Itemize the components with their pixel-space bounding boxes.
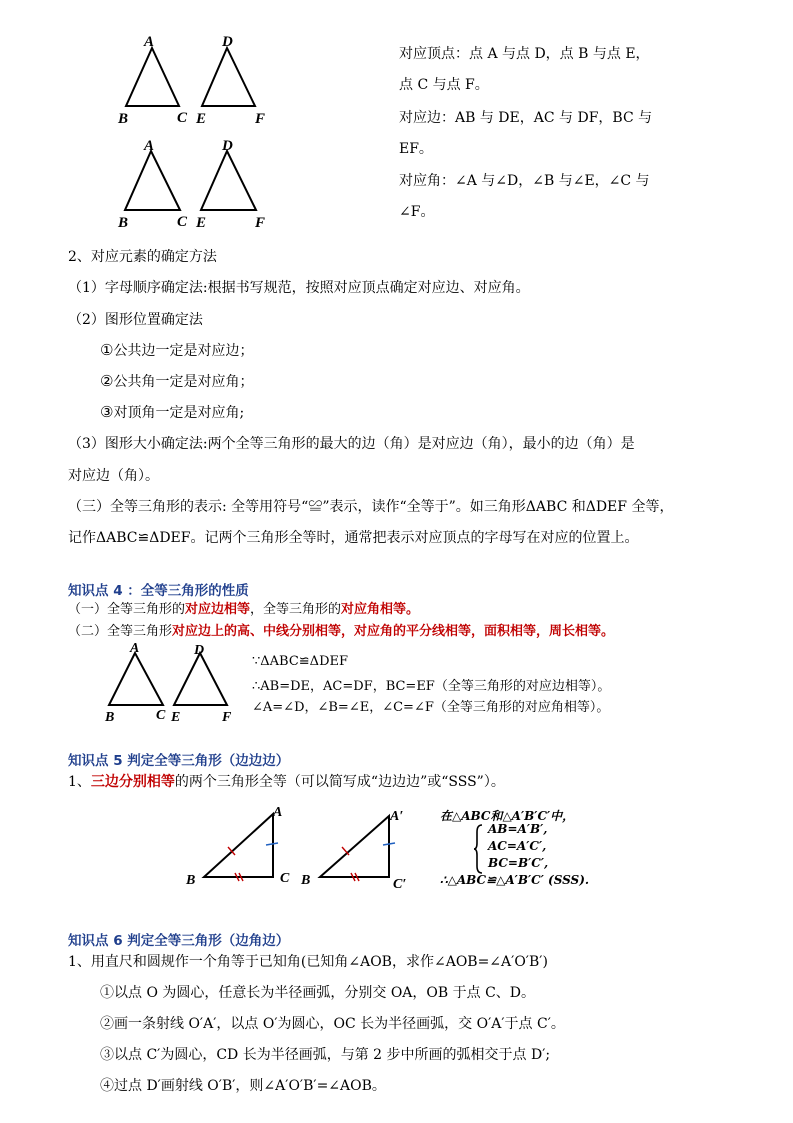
kp5-sss-statement: 1、三边分别相等的两个三角形全等（可以简写成“边边边”或“SSS”）。 [68, 774, 505, 790]
number-badge: ② [100, 372, 114, 390]
corresponding-angles-line2: ∠F。 [399, 204, 435, 220]
number-badge: ① [100, 341, 114, 359]
sss-proof-bc: BC=B′C′, [488, 856, 549, 870]
kp4-property-1: （一）全等三角形的对应边相等，全等三角形的对应角相等。 [68, 602, 420, 617]
representation-line2: 记作ΔABC≌ΔDEF。记两个三角形全等时，通常把表示对应顶点的字母写在对应的位置上。 [68, 530, 639, 546]
label-c: C [177, 110, 188, 126]
method-size-line2: 对应边（角）。 [68, 468, 159, 484]
label-c: C [177, 214, 188, 230]
kp4-proof-sides: ∴AB=DE，AC=DF，BC=EF（全等三角形的对应边相等）。 [252, 679, 611, 694]
method-position: （2）图形位置确定法 [68, 312, 203, 328]
corresponding-sides-line1: 对应边：AB 与 DE，AC 与 DF，BC 与 [399, 110, 653, 126]
label-b: B [105, 710, 115, 725]
label-a: A [130, 641, 140, 656]
position-rule-3: ③对顶角一定是对应角; [100, 403, 245, 421]
section-title: 2、对应元素的确定方法 [68, 249, 217, 265]
brace-icon [474, 824, 484, 874]
label-f: F [255, 111, 266, 127]
kp4-property-2: （二）全等三角形对应边上的高、中线分别相等，对应角的平分线相等，面积相等，周长相等。 [68, 624, 615, 639]
label-b: B [118, 215, 129, 231]
label-a-prime: A′ [390, 809, 404, 824]
kp6-construction-intro: 1、用直尺和圆规作一个角等于已知角(已知角∠AOB，求作∠AOB=∠A′O′B′) [68, 954, 548, 970]
method-letter-order: （1）字母顺序确定法:根据书写规范，按照对应顶点确定对应边、对应角。 [68, 280, 530, 296]
kp4-proof-given: ∵ΔABC≌ΔDEF [252, 654, 349, 669]
label-a: A [144, 34, 155, 50]
sss-proof-title: 在△ABC和△A′B′C′中， [440, 809, 575, 823]
corresponding-vertices-line1: 对应顶点：点 A 与点 D，点 B 与点 E， [399, 46, 650, 62]
corresponding-vertices-line2: 点 C 与点 F。 [399, 77, 489, 93]
kp6-step-4: ④过点 D′画射线 O′B′，则∠A′O′B′=∠AOB。 [100, 1078, 386, 1094]
kp5-heading: 知识点 5 判定全等三角形（边边边） [68, 753, 290, 769]
label-f: F [222, 710, 232, 725]
sss-proof-ac: AC=A′C′, [488, 839, 547, 853]
label-e: E [171, 710, 181, 725]
triangle-pairs-figure [110, 30, 280, 235]
label-d: D [194, 643, 205, 658]
label-a: A [273, 805, 283, 820]
label-b-prime: B [301, 873, 311, 888]
number-badge: ③ [100, 403, 114, 421]
sss-proof-conclusion: ∴△ABC≌△A′B′C′ (SSS). [440, 873, 590, 887]
corresponding-angles-line1: 对应角：∠A 与∠D，∠B 与∠E，∠C 与 [399, 173, 650, 189]
corresponding-sides-line2: EF。 [399, 141, 433, 157]
kp4-heading: 知识点 4 ：全等三角形的性质 [68, 583, 249, 599]
representation-line1: （三）全等三角形的表示: 全等用符号“≌”表示，读作“全等于”。如三角形ΔABC 和ΔDEF 全等， [68, 499, 674, 515]
label-a: A [144, 138, 155, 154]
label-e: E [196, 111, 207, 127]
kp6-step-2: ②画一条射线 O′A′，以点 O′为圆心，OC 长为半径画弧，交 O′A′于点 C′。 [100, 1016, 565, 1032]
method-size-line1: （3）图形大小确定法:两个全等三角形的最大的边（角）是对应边（角），最小的边（角）是 [68, 436, 635, 452]
label-f: F [255, 215, 266, 231]
label-c: C [280, 871, 290, 886]
sss-triangles-figure [180, 800, 420, 895]
kp4-proof-angles: ∠A=∠D，∠B=∠E，∠C=∠F（全等三角形的对应角相等）。 [252, 700, 610, 715]
position-rule-2: ②公共角一定是对应角； [100, 372, 254, 390]
sss-proof-ab: AB=A′B′, [488, 822, 548, 836]
label-c: C [156, 708, 166, 723]
label-b: B [118, 111, 129, 127]
position-rule-1: ①公共边一定是对应边； [100, 341, 254, 359]
kp6-step-1: ①以点 O 为圆心，任意长为半径画弧，分别交 OA，OB 于点 C、D。 [100, 985, 536, 1001]
label-d: D [222, 34, 233, 50]
congruent-triangles-figure [100, 640, 250, 725]
label-c-prime: C′ [393, 877, 407, 892]
label-e: E [196, 215, 207, 231]
label-b: B [186, 873, 196, 888]
kp6-step-3: ③以点 C′为圆心，CD 长为半径画弧，与第 2 步中所画的弧相交于点 D′; [100, 1047, 551, 1063]
kp6-heading: 知识点 6 判定全等三角形（边角边） [68, 933, 290, 949]
label-d: D [222, 138, 233, 154]
